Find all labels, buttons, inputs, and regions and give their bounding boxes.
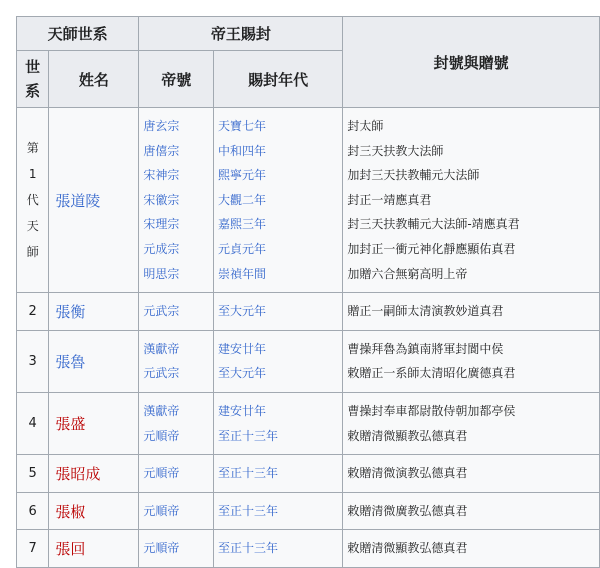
table-row — [17, 492, 600, 530]
emperor-link[interactable]: 元武宗 — [143, 366, 180, 381]
year-cell — [214, 293, 343, 331]
year-link[interactable]: 至正十三年 — [218, 503, 279, 518]
emperor-cell — [139, 293, 214, 331]
table-row — [17, 293, 600, 331]
emperor-cell — [139, 455, 214, 493]
generation-cell: 7 — [17, 530, 49, 568]
title-cell — [343, 455, 600, 493]
header-year: 賜封年代 — [214, 51, 343, 108]
group-header-imperial: 帝王賜封 — [139, 17, 343, 51]
title-text: 加封三天扶教輔元大法師 — [347, 168, 480, 183]
table-row — [17, 530, 600, 568]
year-cell — [214, 530, 343, 568]
name-link[interactable]: 張衡 — [55, 302, 86, 321]
year-cell — [214, 392, 343, 454]
group-header-lineage: 天師世系 — [17, 17, 139, 51]
tianshi-lineage-table — [16, 16, 600, 568]
emperor-link[interactable]: 元順帝 — [143, 503, 180, 518]
header-name: 姓名 — [49, 51, 139, 108]
title-cell — [343, 293, 600, 331]
title-text: 封三天扶教輔元大法師-靖應真君 — [347, 217, 520, 232]
title-text: 加封正一衝元神化靜應顯佑真君 — [347, 241, 516, 256]
emperor-cell — [139, 108, 214, 293]
year-link[interactable]: 大觀二年 — [218, 192, 267, 207]
header-emperor: 帝號 — [139, 51, 214, 108]
year-link[interactable]: 天寶七年 — [218, 119, 267, 133]
name-cell — [49, 492, 139, 530]
emperor-link[interactable]: 明思宗 — [143, 266, 180, 281]
table-row — [17, 108, 600, 293]
title-text: 敕贈清微顯教弘德真君 — [347, 541, 468, 556]
year-link[interactable]: 至正十三年 — [218, 466, 279, 481]
emperor-link[interactable]: 唐玄宗 — [143, 119, 180, 133]
title-text: 曹操封奉車都尉散侍朝加都亭侯 — [347, 403, 516, 418]
emperor-link[interactable]: 元順帝 — [143, 428, 180, 443]
emperor-link[interactable]: 宋神宗 — [143, 168, 180, 183]
emperor-link[interactable]: 唐僖宗 — [143, 143, 180, 158]
name-link[interactable]: 張魯 — [55, 352, 86, 371]
generation-char: 代 — [26, 193, 39, 208]
emperor-cell — [139, 530, 214, 568]
name-link[interactable]: 張椒 — [55, 502, 86, 521]
year-link[interactable]: 建安廿年 — [218, 341, 267, 356]
title-text: 封太師 — [347, 119, 384, 133]
generation-cell: 3 — [17, 330, 49, 392]
generation-cell — [17, 108, 49, 293]
name-cell — [49, 108, 139, 293]
title-cell — [343, 108, 600, 293]
title-text: 封正一靖應真君 — [347, 192, 432, 207]
generation-cell: 4 — [17, 392, 49, 454]
table-row — [17, 330, 600, 392]
header-title: 封號與贈號 — [343, 17, 600, 108]
title-text: 敕贈正一系師太清昭化廣德真君 — [347, 366, 516, 381]
title-cell — [343, 492, 600, 530]
generation-cell: 5 — [17, 455, 49, 493]
generation-cell: 2 — [17, 293, 49, 331]
emperor-link[interactable]: 宋理宗 — [143, 217, 180, 232]
emperor-link[interactable]: 漢獻帝 — [143, 403, 180, 418]
emperor-cell — [139, 392, 214, 454]
header-generation: 世系 — [17, 51, 49, 108]
generation-cell: 6 — [17, 492, 49, 530]
title-text: 曹操拜魯為鎮南將軍封閬中侯 — [347, 341, 504, 356]
title-cell — [343, 392, 600, 454]
emperor-link[interactable]: 元成宗 — [143, 241, 180, 256]
year-link[interactable]: 至正十三年 — [218, 428, 279, 443]
year-link[interactable]: 崇禎年間 — [218, 266, 267, 281]
name-link[interactable]: 張回 — [55, 540, 86, 559]
generation-char: 師 — [26, 245, 39, 260]
name-link[interactable]: 張道陵 — [55, 191, 101, 210]
emperor-link[interactable]: 元順帝 — [143, 466, 180, 481]
year-cell — [214, 455, 343, 493]
year-link[interactable]: 嘉熙三年 — [218, 217, 267, 232]
title-cell — [343, 330, 600, 392]
title-text: 敕贈清微演教弘德真君 — [347, 466, 468, 481]
table-row — [17, 392, 600, 454]
title-text: 加贈六合無窮高明上帝 — [347, 266, 468, 281]
year-cell — [214, 330, 343, 392]
title-text: 敕贈清微廣教弘德真君 — [347, 503, 468, 518]
title-text: 贈正一嗣師太清演教妙道真君 — [347, 304, 504, 319]
name-cell — [49, 530, 139, 568]
emperor-link[interactable]: 元順帝 — [143, 541, 180, 556]
emperor-link[interactable]: 元武宗 — [143, 304, 180, 319]
generation-char: 1 — [28, 167, 37, 182]
name-cell — [49, 455, 139, 493]
name-cell — [49, 392, 139, 454]
year-link[interactable]: 熙寧元年 — [218, 168, 267, 183]
table-row — [17, 455, 600, 493]
year-link[interactable]: 建安廿年 — [218, 403, 267, 418]
generation-char: 天 — [26, 219, 39, 234]
emperor-link[interactable]: 宋徽宗 — [143, 192, 180, 207]
title-text: 封三天扶教大法師 — [347, 143, 444, 158]
year-link[interactable]: 至大元年 — [218, 366, 267, 381]
name-link[interactable]: 張盛 — [55, 415, 86, 434]
year-cell — [214, 492, 343, 530]
generation-char: 第 — [26, 141, 39, 156]
year-link[interactable]: 中和四年 — [218, 143, 267, 158]
name-cell — [49, 293, 139, 331]
year-link[interactable]: 至正十三年 — [218, 541, 279, 556]
year-link[interactable]: 元貞元年 — [218, 241, 267, 256]
title-cell — [343, 530, 600, 568]
year-cell — [214, 108, 343, 293]
name-link[interactable]: 張昭成 — [55, 464, 101, 483]
year-link[interactable]: 至大元年 — [218, 304, 267, 319]
emperor-link[interactable]: 漢獻帝 — [143, 341, 180, 356]
emperor-cell — [139, 330, 214, 392]
title-text: 敕贈清微顯教弘德真君 — [347, 428, 468, 443]
emperor-cell — [139, 492, 214, 530]
name-cell — [49, 330, 139, 392]
